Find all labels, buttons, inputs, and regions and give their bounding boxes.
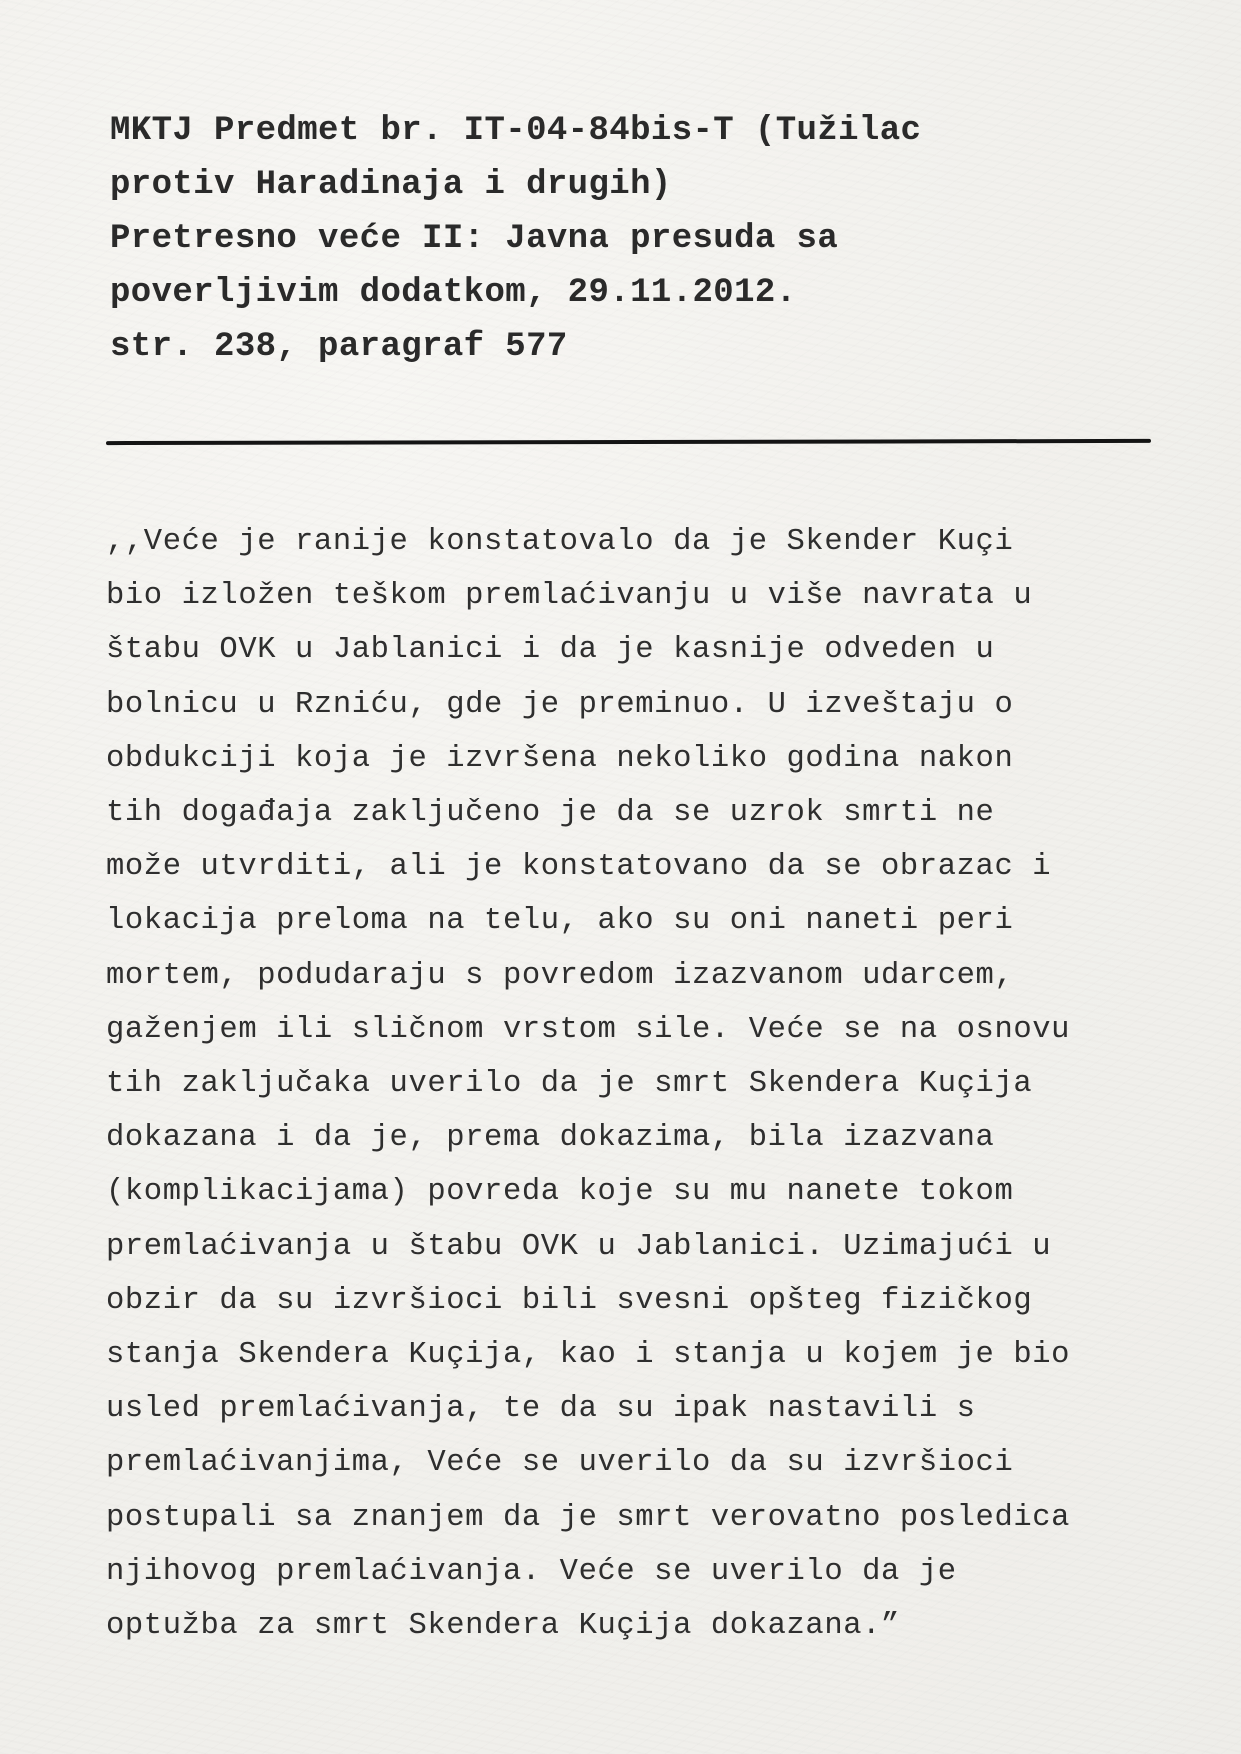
quote-line: mortem, podudaraju s povredom izazvanom udarcem, bbox=[106, 958, 1014, 993]
judgment-quote bbox=[106, 515, 1186, 1653]
quote-line: premlaćivanjima, Veće se uverilo da su izvršioci bbox=[106, 1446, 1014, 1481]
quote-line: ,,Veće je ranije konstatovalo da je Skender Kuçi bbox=[106, 525, 1014, 559]
header-line: protiv Haradinaja i drugih) bbox=[110, 166, 672, 204]
quote-line: bio izložen teškom premlaćivanju u više navrata u bbox=[106, 579, 1033, 614]
quote-line: (komplikacijama) povreda koje su mu nanete tokom bbox=[106, 1175, 1014, 1210]
quote-line: obdukciji koja je izvršena nekoliko godina nakon bbox=[106, 741, 1014, 776]
quote-line: lokacija preloma na telu, ako su oni naneti peri bbox=[106, 904, 1014, 939]
header-line: MKTJ Predmet br. IT-04-84bis-T (Tužilac bbox=[110, 112, 922, 150]
quote-line: stanja Skendera Kuçija, kao i stanja u kojem je bio bbox=[106, 1338, 1071, 1373]
header-line: str. 238, paragraf 577 bbox=[110, 328, 568, 366]
quote-line: usled premlaćivanja, te da su ipak nastavili s bbox=[106, 1392, 976, 1427]
quote-line: postupali sa znanjem da je smrt verovatno posledica bbox=[106, 1500, 1071, 1535]
quote-line: tih zaključaka uverilo da je smrt Skendera Kuçija bbox=[106, 1067, 1033, 1102]
header-line: poverljivim dodatkom, 29.11.2012. bbox=[110, 274, 797, 312]
quote-line: optužba za smrt Skendera Kuçija dokazana.” bbox=[106, 1609, 900, 1644]
quote-line: tih događaja zaključeno je da se uzrok smrti ne bbox=[106, 796, 995, 831]
quote-line: može utvrditi, ali je konstatovano da se obrazac i bbox=[106, 850, 1052, 885]
quote-line: bolnicu u Rzniću, gde je preminuo. U izveštaju o bbox=[106, 687, 1014, 722]
quote-line: gaženjem ili sličnom vrstom sile. Veće se na osnovu bbox=[106, 1012, 1071, 1047]
section-divider bbox=[106, 439, 1151, 445]
quote-line: premlaćivanja u štabu OVK u Jablanici. Uzimajući u bbox=[106, 1229, 1052, 1264]
case-citation-header bbox=[110, 104, 1170, 374]
quote-line: dokazana i da je, prema dokazima, bila izazvana bbox=[106, 1121, 995, 1156]
quote-line: njihovog premlaćivanja. Veće se uverilo da je bbox=[106, 1554, 957, 1589]
header-line: Pretresno veće II: Javna presuda sa bbox=[110, 220, 839, 258]
quote-line: obzir da su izvršioci bili svesni opšteg fizičkog bbox=[106, 1283, 1033, 1318]
quote-line: štabu OVK u Jablanici i da je kasnije odveden u bbox=[106, 633, 995, 668]
